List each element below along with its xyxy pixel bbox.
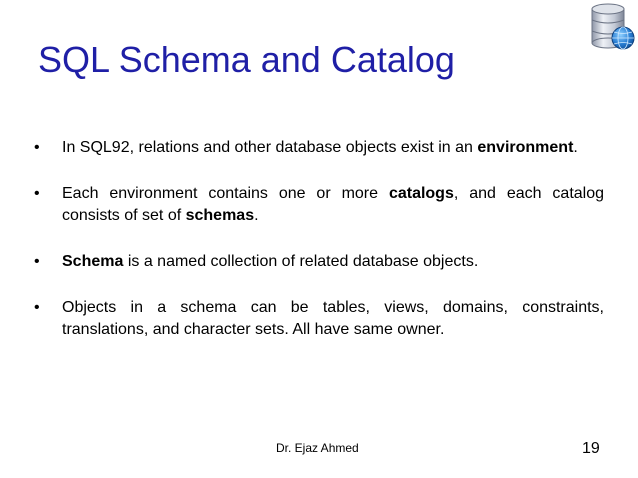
- bullet-marker: •: [34, 299, 40, 316]
- bullet-marker: •: [34, 139, 40, 156]
- bullet-text: .: [254, 207, 259, 224]
- bullet-text: In SQL92, relations and other database objects exist in an: [62, 139, 478, 156]
- bullet-text: , and each catalog consists of set of: [62, 185, 605, 224]
- slide-title: SQL Schema and Catalog: [38, 39, 455, 80]
- bullet-item: [34, 297, 604, 341]
- bullet-list: [34, 137, 604, 341]
- bullet-bold-text: environment: [477, 139, 574, 156]
- footer-author: Dr. Ejaz Ahmed: [276, 441, 359, 455]
- bullet-text: Objects in a schema can be tables, views, domains, constraints, translations, and character sets. All have same owner.: [62, 299, 604, 338]
- bullet-marker: •: [34, 253, 40, 270]
- database-globe-icon: [588, 2, 636, 52]
- bullet-bold-text: catalogs: [388, 185, 454, 202]
- page-number: 19: [582, 440, 600, 457]
- bullet-bold-text: Schema: [62, 253, 124, 270]
- bullet-text: is a named collection of related database objects.: [123, 253, 479, 270]
- bullet-item: [34, 183, 604, 227]
- bullet-marker: •: [34, 185, 40, 202]
- bullet-item: [34, 251, 604, 273]
- bullet-bold-text: schemas: [185, 207, 255, 224]
- bullet-item: [34, 137, 604, 159]
- bullet-text: .: [573, 139, 578, 156]
- bullet-text: Each environment contains one or more: [62, 185, 389, 202]
